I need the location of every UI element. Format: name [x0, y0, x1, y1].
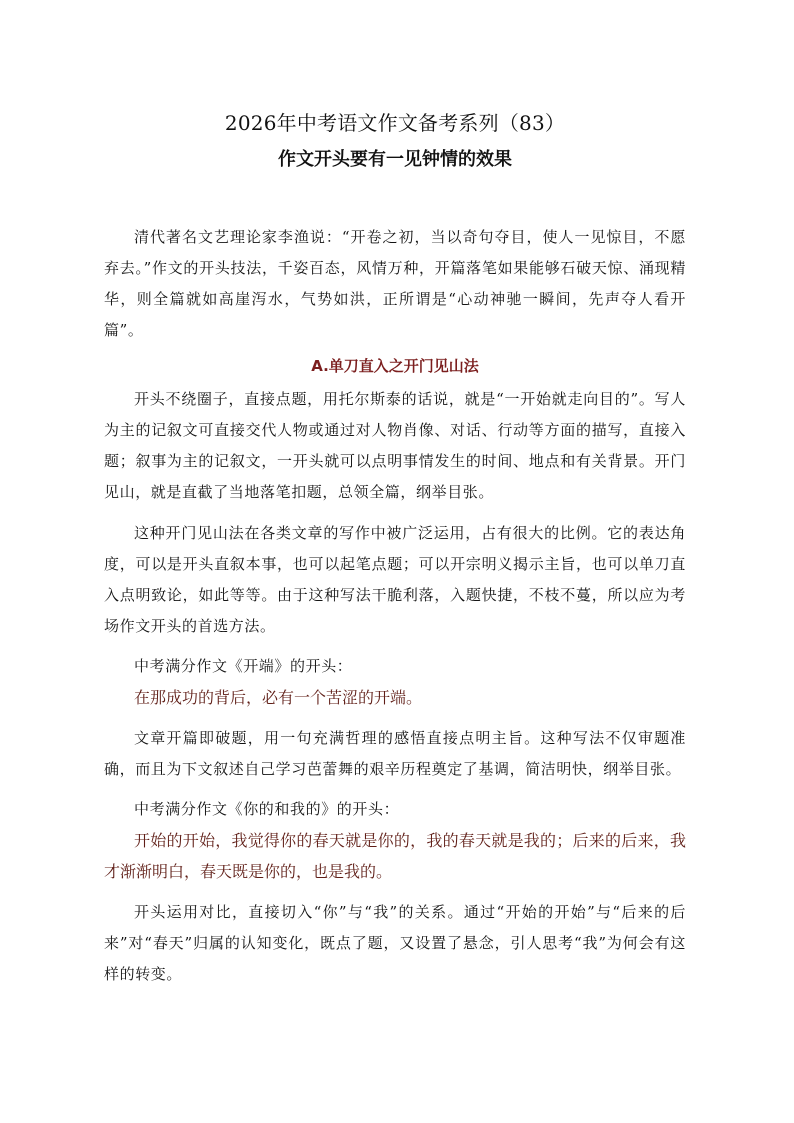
- example-1-quote: 在那成功的背后，必有一个苦涩的开端。: [134, 688, 423, 707]
- example-2-comment: 开头运用对比，直接切入“你”与“我”的关系。通过“开始的开始”与“后来的后来”对“春天”归属的认知变化，既点了题，又设置了悬念，引人思考“我”为何会有这样的转变。: [104, 903, 686, 983]
- document-content: [104, 108, 686, 990]
- document-body: [104, 222, 686, 990]
- section-a-paragraph-1: 开头不绕圈子，直接点题，用托尔斯泰的话说，就是“一开始就走向目的”。写人为主的记叙文可直接交代人物或通过对人物肖像、对话、行动等方面的描写，直接入题；叙事为主的记叙文，一开头就可以点明事情发生的时间、地点和有关背景。开门见山，就是直截了当地落笔扣题，总领全篇，纲举目张。: [104, 390, 686, 501]
- example-2-quote: 开始的开始，我觉得你的春天就是你的，我的春天就是我的；后来的后来，我才渐渐明白，春天既是你的，也是我的。: [104, 831, 686, 881]
- document-title: 2026年中考语文作文备考系列（83）: [224, 111, 566, 135]
- intro-paragraph: 清代著名文艺理论家李渔说：“开卷之初，当以奇句夺目，使人一见惊目，不愿弃去。”作文的开头技法，千姿百态，风情万种，开篇落笔如果能够石破天惊、涌现精华，则全篇就如高崖泻水，气势如洪，正所谓是“心动神驰一瞬间，先声夺人看开篇”。: [104, 228, 686, 339]
- section-a-paragraph-2: 这种开门见山法在各类文章的写作中被广泛运用，占有很大的比例。它的表达角度，可以是开头直叙本事，也可以起笔点题；可以开宗明义揭示主旨，也可以单刀直入点明致论，如此等等。由于这种写法干脆利落，入题快捷，不枝不蔓，所以应为考场作文开头的首选方法。: [104, 524, 686, 635]
- example-2-label: 中考满分作文《你的和我的》的开头：: [134, 800, 400, 818]
- document-subtitle: 作文开头要有一见钟情的效果: [278, 149, 512, 170]
- example-1-label: 中考满分作文《开端》的开头：: [134, 657, 353, 675]
- example-1-comment: 文章开篇即破题，用一句充满哲理的感悟直接点明主旨。这种写法不仅审题准确，而且为下文叙述自己学习芭蕾舞的艰辛历程奠定了基调，简洁明快，纲举目张。: [104, 729, 686, 778]
- section-heading-a: A.单刀直入之开门见山法: [311, 357, 479, 375]
